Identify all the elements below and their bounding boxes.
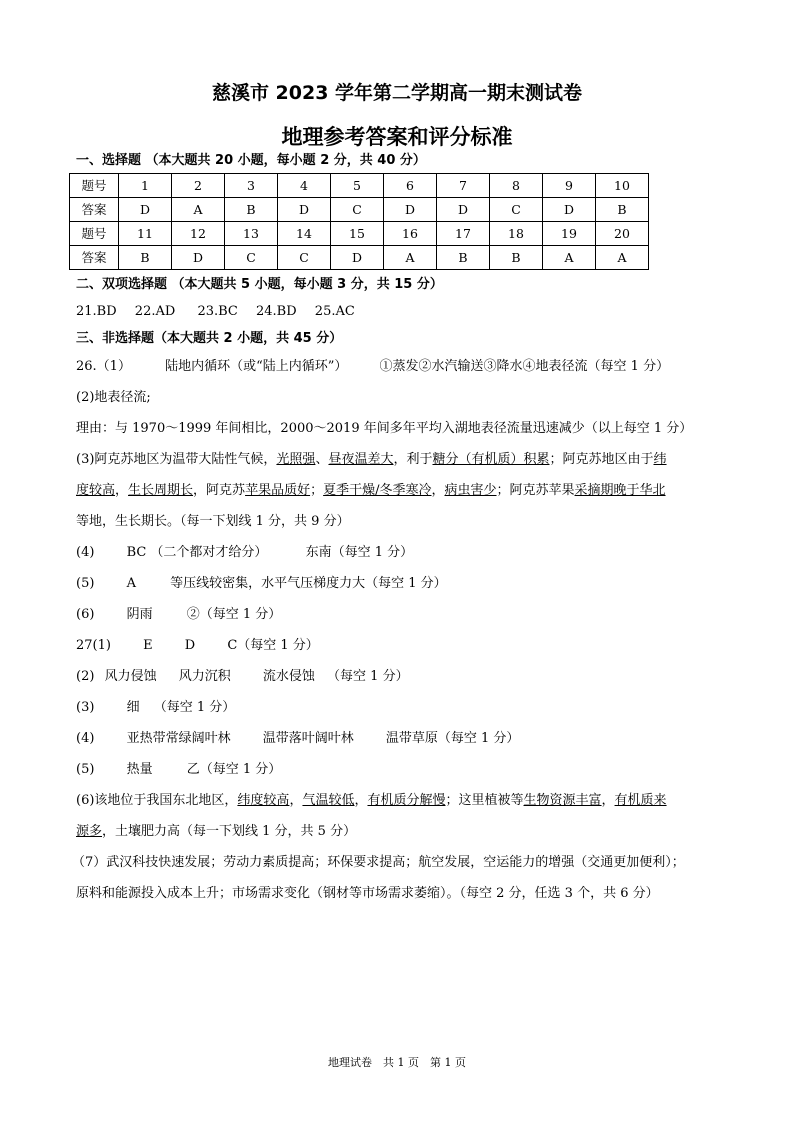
table-cell: C	[490, 198, 543, 222]
q27-3	[76, 696, 726, 720]
key-point: 有机质分解慢	[367, 793, 446, 808]
q27-5-b: 乙（每空 1 分）	[186, 762, 282, 777]
text: ，	[115, 483, 129, 498]
text: ，利于	[393, 452, 433, 467]
answer-table-row	[70, 174, 649, 198]
row-label: 答案	[70, 246, 119, 270]
table-cell: A	[384, 246, 437, 270]
table-cell: B	[225, 198, 278, 222]
key-point: 苹果品质好	[245, 483, 311, 498]
q27-3-a: 细	[126, 700, 140, 715]
q27-4	[76, 727, 726, 751]
q27-2	[76, 665, 726, 689]
q26-4-num: (4)	[76, 545, 95, 560]
key-point: 纬	[653, 452, 667, 467]
q26-5-num: (5)	[76, 576, 95, 591]
q26-3-line3: 等地，生长期长。（每一下划线 1 分，共 9 分）	[76, 514, 350, 529]
key-point: 生物资源丰富	[523, 793, 602, 808]
q27-1-b: D	[184, 638, 196, 653]
text: ；阿克苏地区由于	[549, 452, 654, 467]
table-cell: A	[172, 198, 225, 222]
key-point: 昼夜温差大	[328, 452, 394, 467]
row-label: 题号	[70, 174, 119, 198]
q26-2b: 理由：与 1970～1999 年间相比，2000～2019 年间多年平均入湖地表径流量迅速减少（以上每空 1 分）	[76, 421, 693, 436]
q27-5	[76, 758, 726, 782]
q27-4-num: (4)	[76, 731, 95, 746]
table-cell: C	[278, 246, 331, 270]
q27-1	[76, 634, 726, 658]
q27-2-num: (2)	[76, 669, 95, 684]
table-cell: C	[331, 198, 384, 222]
table-cell: 4	[278, 174, 331, 198]
q27-7-line1: （7）武汉科技快速发展；劳动力素质提高；环保要求提高；航空发展，空运能力的增强（交通更加便利）；	[72, 855, 685, 870]
q27-5-a: 热量	[126, 762, 153, 777]
table-cell: 1	[119, 174, 172, 198]
q26-5-a: A	[126, 576, 136, 591]
answer-22: 22.AD	[134, 304, 176, 319]
section1-heading: 一、选择题 （本大题共 20 小题，每小题 2 分，共 40 分）	[76, 153, 426, 168]
q27-3-num: (3)	[76, 700, 95, 715]
q27-1-num: 27(1)	[76, 638, 111, 653]
q27-1-a: E	[143, 638, 153, 653]
q26-5-b: 等压线较密集，水平气压梯度力大（每空 1 分）	[170, 576, 447, 591]
table-cell: 19	[543, 222, 596, 246]
table-cell: D	[437, 198, 490, 222]
table-cell: 12	[172, 222, 225, 246]
text: ，	[601, 793, 615, 808]
table-cell: 17	[437, 222, 490, 246]
key-point: 夏季干燥/冬季寒冷	[323, 483, 432, 498]
table-cell: 9	[543, 174, 596, 198]
table-cell: 11	[119, 222, 172, 246]
q27-5-num: (5)	[76, 762, 95, 777]
key-point: 采摘期晚于华北	[574, 483, 666, 498]
text: ；阿克苏苹果	[496, 483, 575, 498]
section3-heading: 三、非选择题（本大题共 2 小题，共 45 分）	[76, 331, 343, 346]
section2-heading: 二、双项选择题 （本大题共 5 小题，每小题 3 分，共 15 分）	[76, 277, 443, 292]
q27-2-d: （每空 1 分）	[327, 669, 409, 684]
key-point: 病虫害少	[444, 483, 497, 498]
q27-4-c: 温带草原（每空 1 分）	[385, 731, 520, 746]
text: (6)该地位于我国东北地区，	[76, 793, 238, 808]
q27-6-line2	[76, 820, 726, 844]
table-cell: 5	[331, 174, 384, 198]
section2-answers	[76, 303, 726, 321]
table-cell: D	[331, 246, 384, 270]
table-cell: D	[543, 198, 596, 222]
document-subtitle: 地理参考答案和评分标准	[281, 125, 513, 149]
q26-2a: (2)地表径流;	[76, 390, 151, 405]
table-cell: A	[596, 246, 649, 270]
table-cell: 7	[437, 174, 490, 198]
q26-6-b: ②（每空 1 分）	[186, 607, 282, 622]
table-cell: C	[225, 246, 278, 270]
answer-23: 23.BC	[197, 304, 238, 319]
answer-25: 25.AC	[314, 304, 355, 319]
key-point: 度较高	[76, 483, 116, 498]
answer-table-row	[70, 198, 649, 222]
key-point: 纬度较高	[237, 793, 290, 808]
text: ，	[354, 793, 368, 808]
table-cell: D	[384, 198, 437, 222]
table-cell: D	[119, 198, 172, 222]
table-cell: 15	[331, 222, 384, 246]
q27-2-a: 风力侵蚀	[104, 669, 157, 684]
q27-4-a: 亚热带常绿阔叶林	[126, 731, 231, 746]
q27-3-b: （每空 1 分）	[153, 700, 236, 715]
key-point: 源多	[76, 824, 103, 839]
table-cell: 2	[172, 174, 225, 198]
answer-table	[69, 173, 649, 270]
q26-1-a: 陆地内循环（或“陆上内循环”）	[165, 359, 348, 374]
table-cell: D	[278, 198, 331, 222]
q27-2-c: 流水侵蚀	[262, 669, 315, 684]
text: ；	[310, 483, 324, 498]
key-point: 光照强	[276, 452, 316, 467]
q26-6	[76, 603, 726, 627]
q27-4-b: 温带落叶阔叶林	[262, 731, 354, 746]
table-cell: 3	[225, 174, 278, 198]
q26-5	[76, 572, 726, 596]
table-cell: B	[596, 198, 649, 222]
table-cell: 10	[596, 174, 649, 198]
answer-24: 24.BD	[256, 304, 297, 319]
table-cell: B	[437, 246, 490, 270]
table-cell: 16	[384, 222, 437, 246]
q26-4	[76, 541, 726, 565]
answer-21: 21.BD	[76, 304, 117, 319]
q26-1-num: 26.（1）	[76, 359, 131, 374]
q26-4-b: 东南（每空 1 分）	[305, 545, 414, 560]
text: ，	[431, 483, 445, 498]
table-cell: 13	[225, 222, 278, 246]
q26-1-b: ①蒸发②水汽输送③降水④地表径流（每空 1 分）	[379, 359, 670, 374]
q26-4-a: BC （二个都对才给分）	[126, 545, 268, 560]
key-point: 糖分（有机质）积累	[432, 452, 550, 467]
q26-6-num: (6)	[76, 607, 95, 622]
table-cell: 20	[596, 222, 649, 246]
answer-table-row	[70, 222, 649, 246]
row-label: 题号	[70, 222, 119, 246]
q26-3-line1	[76, 448, 726, 472]
table-cell: D	[172, 246, 225, 270]
page-footer: 地理试卷 共 1 页 第 1 页	[328, 1056, 466, 1069]
table-cell: 18	[490, 222, 543, 246]
text: 、	[315, 452, 329, 467]
text: (3)阿克苏地区为温带大陆性气候，	[76, 452, 277, 467]
key-point: 生长周期长	[128, 483, 194, 498]
document-title: 慈溪市 2023 学年第二学期高一期末测试卷	[211, 82, 583, 104]
key-point: 气温较低	[302, 793, 355, 808]
table-cell: 8	[490, 174, 543, 198]
q27-1-c: C（每空 1 分）	[227, 638, 319, 653]
text: ，土壤肥力高（每一下划线 1 分，共 5 分）	[102, 824, 357, 839]
text: ，	[289, 793, 303, 808]
text: ；这里植被等	[445, 793, 524, 808]
table-cell: B	[119, 246, 172, 270]
q26-1	[76, 355, 726, 379]
table-cell: A	[543, 246, 596, 270]
q26-3-line2	[76, 479, 726, 503]
text: ，阿克苏	[193, 483, 246, 498]
row-label: 答案	[70, 198, 119, 222]
q27-7-line2: 原料和能源投入成本上升；市场需求变化（钢材等市场需求萎缩）。（每空 2 分，任选 3 个，共 6 分）	[76, 886, 659, 901]
q27-6-line1	[76, 789, 726, 813]
q27-2-b: 风力沉积	[178, 669, 231, 684]
table-cell: B	[490, 246, 543, 270]
table-cell: 6	[384, 174, 437, 198]
q26-6-a: 阴雨	[126, 607, 153, 622]
key-point: 有机质来	[614, 793, 667, 808]
answer-table-row	[70, 246, 649, 270]
table-cell: 14	[278, 222, 331, 246]
